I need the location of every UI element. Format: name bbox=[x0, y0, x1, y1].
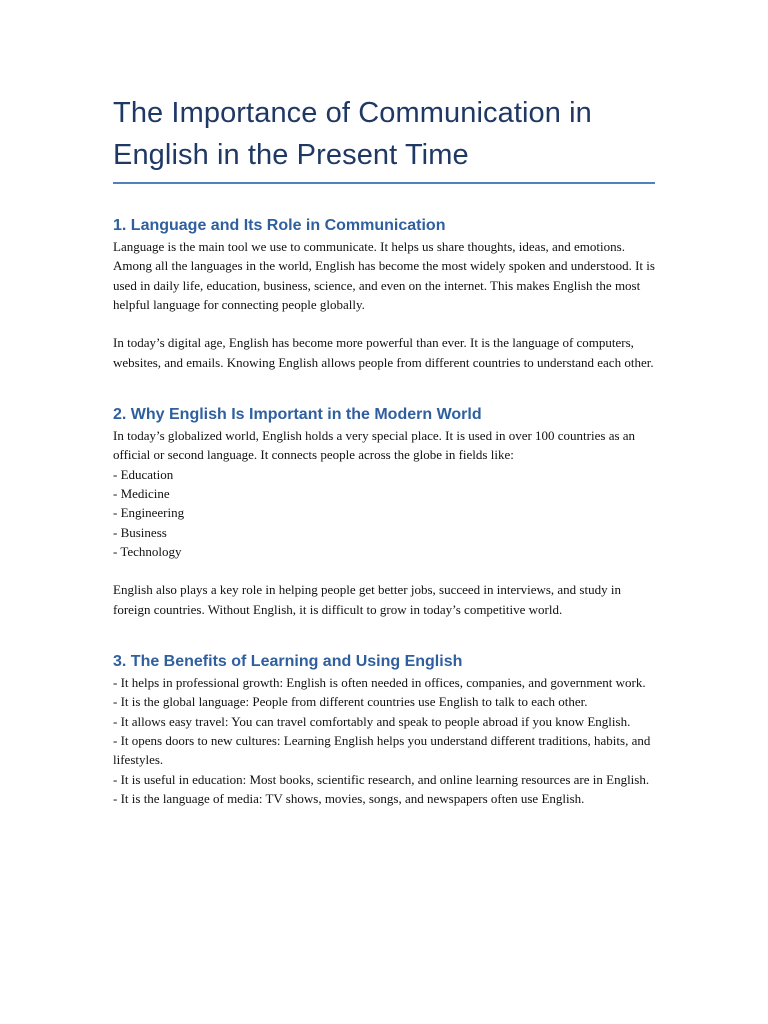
section-benefits bbox=[113, 651, 658, 808]
section-heading: 2. Why English Is Important in the Modern World bbox=[113, 406, 482, 424]
fields-list bbox=[113, 465, 658, 561]
document-page bbox=[113, 92, 658, 808]
list-item: - It is the global language: People from different countries use English to talk to each other. bbox=[113, 694, 588, 710]
paragraph: English also plays a key role in helping people get better jobs, succeed in interviews, and study in foreign countries. Without English, it is difficult to grow in today’s competitive world. bbox=[113, 582, 621, 617]
list-item: - It opens doors to new cultures: Learning English helps you understand different traditions, habits, and lifestyles. bbox=[113, 732, 651, 768]
section-why-english bbox=[113, 404, 658, 619]
list-item: - It is the language of media: TV shows, movies, songs, and newspapers often use English. bbox=[113, 790, 585, 806]
section-language-role bbox=[113, 215, 658, 372]
section-heading: 1. Language and Its Role in Communication bbox=[113, 217, 446, 234]
list-item: - Engineering bbox=[113, 505, 185, 521]
section-heading: 3. The Benefits of Learning and Using English bbox=[113, 653, 463, 671]
title-underline bbox=[113, 182, 655, 184]
paragraph-spacer bbox=[113, 561, 658, 580]
benefits-list bbox=[113, 673, 658, 808]
paragraph: In today’s globalized world, English holds a very special place. It is used in over 100 countries as an official or second language. It connects people across the globe in fields like: bbox=[113, 428, 636, 463]
document-title: The Importance of Communication in English in the Present Time bbox=[113, 97, 592, 171]
list-item: - It helps in professional growth: English is often needed in offices, companies, and government work. bbox=[113, 675, 646, 691]
paragraph: In today’s digital age, English has become more powerful than ever. It is the language of computers, websites, and emails. Knowing English allows people from different countries to understand each other. bbox=[113, 335, 654, 370]
list-item: - It is useful in education: Most books, scientific research, and online learning resources are in English. bbox=[113, 771, 650, 787]
list-item: - Medicine bbox=[113, 485, 170, 501]
paragraph-spacer bbox=[113, 314, 658, 333]
list-item: - Education bbox=[113, 466, 174, 482]
list-item: - Business bbox=[113, 524, 167, 540]
list-item: - Technology bbox=[113, 543, 182, 559]
paragraph: Language is the main tool we use to communicate. It helps us share thoughts, ideas, and emotions. Among all the languages in the world, English has become the most widely spoken and understood. It is used in daily life, education, business, science, and even on the internet. This makes English the most helpful language for connecting people globally. bbox=[113, 239, 655, 312]
list-item: - It allows easy travel: You can travel comfortably and speak to people abroad if you know English. bbox=[113, 713, 631, 729]
